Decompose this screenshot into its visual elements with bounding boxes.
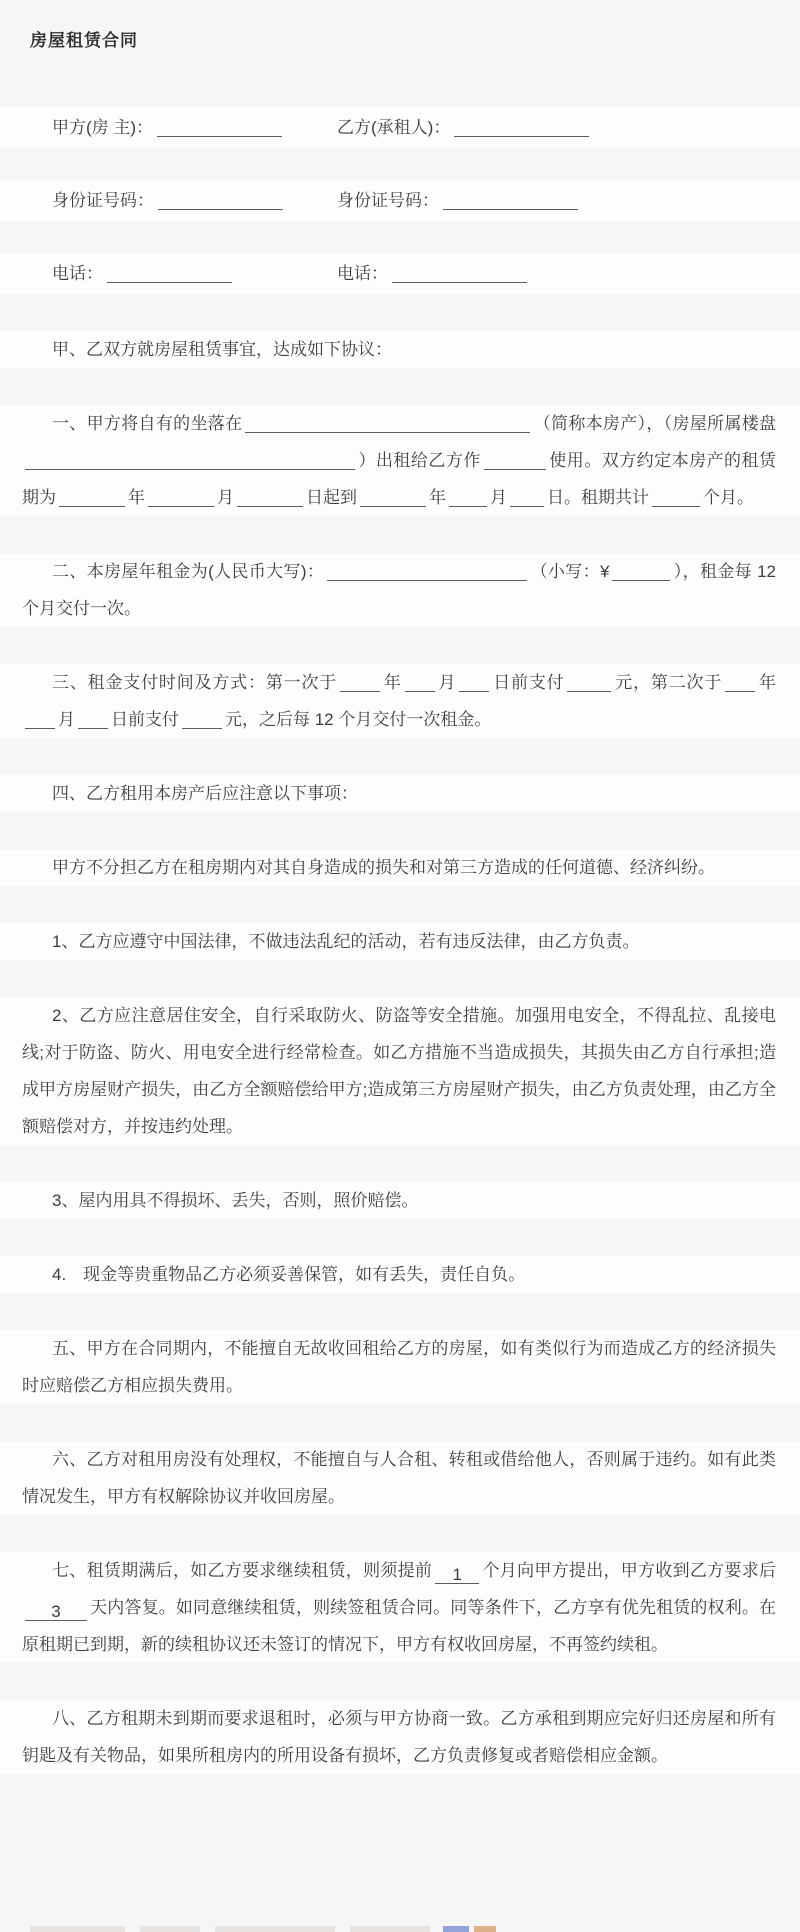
party-a-phone-blank[interactable] <box>107 264 232 283</box>
party-b-id-blank[interactable] <box>443 191 578 210</box>
first-payment-month-blank[interactable] <box>405 673 435 692</box>
first-payment-year-blank[interactable] <box>340 673 380 692</box>
clause-3-payment-schedule: 三、租金支付时间及方式：第一次于 年 月 日前支付 元，第二次于 年月 日前支付 元，之后每 12 个月交付一次租金。 <box>0 664 800 738</box>
lease-end-month-blank[interactable] <box>449 488 487 507</box>
party-a-phone-field <box>52 255 337 292</box>
phone-row <box>0 253 800 294</box>
page-title: 房屋租赁合同 <box>30 31 138 50</box>
clause-6-subletting: 六、乙方对租用房没有处理权，不能擅自与人合租、转租或借给他人，否则属于违约。如有此类情况发生，甲方有权解除协议并收回房屋。 <box>0 1441 800 1515</box>
annual-rent-figures-blank[interactable] <box>612 562 670 581</box>
party-b-phone-blank[interactable] <box>392 264 527 283</box>
parties-form <box>0 107 800 294</box>
clause-8-early-termination: 八、乙方租期未到期而要求退租时，必须与甲方协商一致。乙方承租到期应完好归还房屋和所有钥匙及有关物品，如果所租房内的所用设备有损坏，乙方负责修复或者赔偿相应金额。 <box>0 1700 800 1774</box>
second-payment-month-blank[interactable] <box>25 710 55 729</box>
party-a-id-label: 身份证号码： <box>52 191 154 210</box>
clause-4-item-4: 4. 现金等贵重物品乙方必须妥善保管，如有丢失，责任自负。 <box>0 1256 800 1293</box>
party-b-phone-label: 电话： <box>337 264 388 283</box>
renewal-notice-months-blank[interactable]: 1 <box>435 1565 479 1584</box>
first-payment-amount-blank[interactable] <box>567 673 611 692</box>
lease-start-day-blank[interactable] <box>237 488 303 507</box>
second-payment-amount-blank[interactable] <box>182 710 222 729</box>
lease-end-day-blank[interactable] <box>510 488 544 507</box>
party-a-id-blank[interactable] <box>158 191 283 210</box>
clause-7-renewal: 七、租赁期满后，如乙方要求继续租赁，则须提前 1 个月向甲方提出，甲方收到乙方要求后3 天内答复。如同意继续租赁，则续签租赁合同。同等条件下，乙方享有优先租赁的权利。在原租期已到期，新的续租协议还未签订的情况下，甲方有权收回房屋，不再签约续租。 <box>0 1552 800 1663</box>
party-b-name-field <box>337 109 776 146</box>
party-a-phone-label: 电话： <box>52 264 103 283</box>
party-a-name-blank[interactable] <box>157 118 282 137</box>
clause-2-rent: 二、本房屋年租金为(人民币大写)： （小写：¥ ），租金每 12 个月交付一次。 <box>0 553 800 627</box>
property-location-blank[interactable] <box>245 414 530 433</box>
first-payment-day-blank[interactable] <box>459 673 489 692</box>
party-a-name-label: 甲方(房 主)： <box>52 118 154 137</box>
party-b-phone-field <box>337 255 776 292</box>
agreement-intro: 甲、乙双方就房屋租赁事宜，达成如下协议： <box>0 331 800 368</box>
lease-end-year-blank[interactable] <box>360 488 426 507</box>
clause-4-heading: 四、乙方租用本房产后应注意以下事项： <box>0 775 800 812</box>
lease-start-month-blank[interactable] <box>148 488 214 507</box>
clause-4-item-1: 1、乙方应遵守中国法律，不做违法乱纪的活动，若有违反法律，由乙方负责。 <box>0 923 800 960</box>
party-a-id-field <box>52 182 337 219</box>
property-estate-blank[interactable] <box>25 451 355 470</box>
clipped-next-line <box>0 1923 800 1932</box>
landlord-reply-days-blank[interactable]: 3 <box>25 1602 87 1621</box>
clause-4-liability-note: 甲方不分担乙方在租房期内对其自身造成的损失和对第三方造成的任何道德、经济纠纷。 <box>0 849 800 886</box>
party-name-row <box>0 107 800 148</box>
id-number-row <box>0 180 800 221</box>
clause-5-repossession: 五、甲方在合同期内，不能擅自无故收回租给乙方的房屋，如有类似行为而造成乙方的经济损失时应赔偿乙方相应损失费用。 <box>0 1330 800 1404</box>
party-a-name-field <box>52 109 337 146</box>
clause-4-item-3: 3、屋内用具不得损坏、丢失，否则，照价赔偿。 <box>0 1182 800 1219</box>
party-b-id-field <box>337 182 776 219</box>
clause-4-item-2: 2、乙方应注意居住安全，自行采取防火、防盗等安全措施。加强用电安全，不得乱拉、乱接电线;对于防盗、防火、用电安全进行经常检查。如乙方措施不当造成损失，其损失由乙方自行承担;造成甲方房屋财产损失，由乙方全额赔偿给甲方;造成第三方房屋财产损失，由乙方负责处理，由乙方全额赔偿对方，并按违约处理。 <box>0 997 800 1145</box>
second-payment-year-blank[interactable] <box>725 673 755 692</box>
second-payment-day-blank[interactable] <box>78 710 108 729</box>
annual-rent-words-blank[interactable] <box>327 562 527 581</box>
clause-1-property: 一、甲方将自有的坐落在 （简称本房产），（房屋所属楼盘）出租给乙方作 使用。双方约定本房产的租赁期为 年 月 日起到 年 月 日。租期共计 个月。 <box>0 405 800 516</box>
lease-start-year-blank[interactable] <box>59 488 125 507</box>
usage-purpose-blank[interactable] <box>484 451 546 470</box>
party-b-id-label: 身份证号码： <box>337 191 439 210</box>
party-b-name-label: 乙方(承租人)： <box>337 118 451 137</box>
lease-total-months-blank[interactable] <box>652 488 700 507</box>
party-b-name-blank[interactable] <box>454 118 589 137</box>
